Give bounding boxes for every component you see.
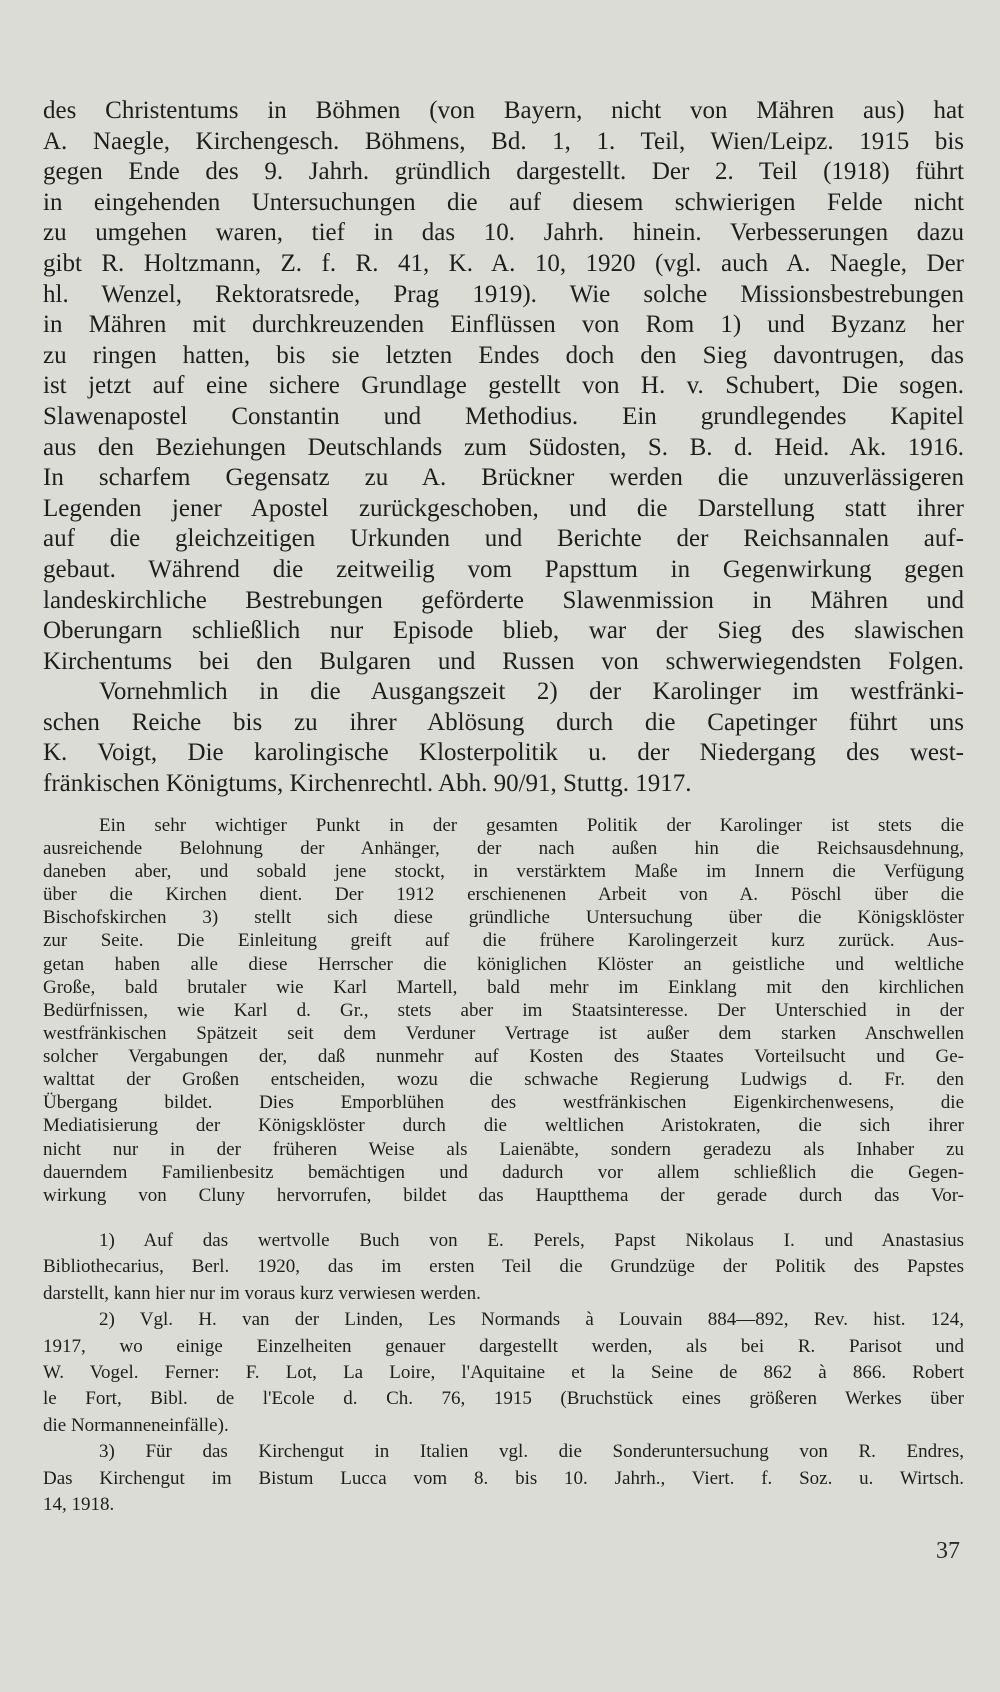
- small-line: dauerndem Familienbesitz bemächtigen und dadurch vor allem schließlich die Gegen-: [43, 1161, 964, 1183]
- footnote-line: 1) Auf das wertvolle Buch von E. Perels, Papst Nikolaus I. und Anastasius: [99, 1230, 964, 1252]
- main-line: landeskirchliche Bestrebungen geförderte Slawenmission in Mähren und: [43, 586, 964, 614]
- main-line: gegen Ende des 9. Jahrh. gründlich dargestellt. Der 2. Teil (1918) führt: [43, 158, 964, 186]
- main-line: A. Naegle, Kirchengesch. Böhmens, Bd. 1, 1. Teil, Wien/Leipz. 1915 bis: [43, 127, 964, 155]
- small-line: nicht nur in der früheren Weise als Laienäbte, sondern geradezu als Inhaber zu: [43, 1138, 964, 1160]
- book-page: [43, 96, 964, 1518]
- footnote-line: 14, 1918.: [43, 1493, 115, 1515]
- small-line: Bedürfnissen, wie Karl d. Gr., stets aber im Staatsinteresse. Der Unterschied in der: [43, 999, 964, 1021]
- main-line: auf die gleichzeitigen Urkunden und Berichte der Reichsannalen auf-: [43, 525, 964, 553]
- footnote-line: Bibliothecarius, Berl. 1920, das im ersten Teil die Grundzüge der Politik des Papstes: [43, 1256, 964, 1278]
- small-line: wirkung von Cluny hervorrufen, bildet das Hauptthema der gerade durch das Vor-: [43, 1184, 964, 1206]
- small-line: zur Seite. Die Einleitung greift auf die frühere Karolingerzeit kurz zurück. Aus-: [43, 930, 964, 952]
- main-line: des Christentums in Böhmen (von Bayern, nicht von Mähren aus) hat: [43, 97, 964, 124]
- footnote-line: 2) Vgl. H. van der Linden, Les Normands à Louvain 884—892, Rev. hist. 124,: [99, 1309, 964, 1331]
- main-line: gebaut. Während die zeitweilig vom Papsttum in Gegenwirkung gegen: [43, 555, 964, 583]
- footnote-line: die Normanneneinfälle).: [43, 1414, 229, 1436]
- footnote-line: darstellt, kann hier nur im voraus kurz verwiesen werden.: [43, 1282, 481, 1304]
- main-line: in Mähren mit durchkreuzenden Einflüssen von Rom 1) und Byzanz her: [43, 311, 964, 339]
- footnote-line: 3) Für das Kirchengut in Italien vgl. die Sonderuntersuchung von R. Endres,: [99, 1441, 964, 1463]
- small-line: westfränkischen Spätzeit seit dem Verduner Vertrage ist außer dem starken Anschwellen: [43, 1022, 964, 1044]
- main-line: fränkischen Königtums, Kirchenrechtl. Abh. 90/91, Stuttg. 1917.: [43, 770, 692, 798]
- small-line: daneben aber, und sobald jene stockt, in verstärktem Maße im Innern die Verfügung: [43, 860, 964, 882]
- main-line: Slawenapostel Constantin und Methodius. Ein grundlegendes Kapitel: [43, 402, 964, 430]
- main-line: schen Reiche bis zu ihrer Ablösung durch die Capetinger führt uns: [43, 708, 964, 736]
- main-line: ist jetzt auf eine sichere Grundlage gestellt von H. v. Schubert, Die sogen.: [43, 372, 964, 400]
- main-line: Kirchentums bei den Bulgaren und Russen von schwerwiegendsten Folgen.: [43, 647, 964, 675]
- main-line: zu umgehen waren, tief in das 10. Jahrh. hinein. Verbesserungen dazu: [43, 219, 964, 247]
- small-line: ausreichende Belohnung der Anhänger, der nach außen hin die Reichsausdehnung,: [43, 837, 964, 859]
- small-line: Mediatisierung der Königsklöster durch die weltlichen Aristokraten, die sich ihrer: [43, 1115, 964, 1137]
- footnote-line: le Fort, Bibl. de l'Ecole d. Ch. 76, 1915 (Bruchstück eines größeren Werkes über: [43, 1388, 964, 1410]
- main-text: [43, 96, 964, 800]
- main-line: Legenden jener Apostel zurückgeschoben, und die Darstellung statt ihrer: [43, 494, 964, 522]
- footnote-line: Das Kirchengut im Bistum Lucca vom 8. bis 10. Jahrh., Viert. f. Soz. u. Wirtsch.: [43, 1467, 964, 1489]
- main-line: zu ringen hatten, bis sie letzten Endes doch den Sieg davontrugen, das: [43, 341, 964, 369]
- small-line: Ein sehr wichtiger Punkt in der gesamten Politik der Karolinger ist stets die: [99, 814, 964, 836]
- footnotes: [43, 1228, 964, 1518]
- small-line: Bischofskirchen 3) stellt sich diese gründliche Untersuchung über die Königsklöster: [43, 907, 964, 929]
- small-line: Große, bald brutaler wie Karl Martell, bald mehr im Einklang mit den kirchlichen: [43, 976, 964, 998]
- main-line: gibt R. Holtzmann, Z. f. R. 41, K. A. 10, 1920 (vgl. auch A. Naegle, Der: [43, 249, 964, 277]
- footnote-line: W. Vogel. Ferner: F. Lot, La Loire, l'Aquitaine et la Seine de 862 à 866. Robert: [43, 1362, 964, 1383]
- small-line: Übergang bildet. Dies Emporblühen des westfränkischen Eigenkirchenwesens, die: [43, 1092, 964, 1114]
- small-line: walttat der Großen entscheiden, wozu die schwache Regierung Ludwigs d. Fr. den: [43, 1069, 964, 1091]
- main-line: in eingehenden Untersuchungen die auf diesem schwierigen Felde nicht: [43, 188, 964, 216]
- footnote-line: 1917, wo einige Einzelheiten genauer dargestellt werden, als bei R. Parisot und: [43, 1335, 964, 1357]
- small-line: solcher Vergabungen der, daß nunmehr auf Kosten des Staates Vorteilsucht und Ge-: [43, 1046, 964, 1068]
- small-line: über die Kirchen dient. Der 1912 erschienenen Arbeit von A. Pöschl über die: [43, 884, 964, 906]
- main-line: Oberungarn schließlich nur Episode blieb, war der Sieg des slawischen: [43, 617, 964, 645]
- main-line: hl. Wenzel, Rektoratsrede, Prag 1919). Wie solche Missionsbestrebungen: [43, 280, 964, 308]
- page-number: 37: [936, 1538, 960, 1564]
- main-line: In scharfem Gegensatz zu A. Brückner werden die unzuverlässigeren: [43, 464, 964, 492]
- main-line: K. Voigt, Die karolingische Klosterpolitik u. der Niedergang des west-: [43, 739, 964, 767]
- small-line: getan haben alle diese Herrscher die königlichen Klöster an geistliche und weltliche: [43, 953, 964, 975]
- main-line: aus den Beziehungen Deutschlands zum Südosten, S. B. d. Heid. Ak. 1916.: [43, 433, 964, 461]
- main-line: Vornehmlich in die Ausgangszeit 2) der Karolinger im westfränki-: [99, 678, 964, 706]
- small-print-paragraph: [43, 814, 964, 1207]
